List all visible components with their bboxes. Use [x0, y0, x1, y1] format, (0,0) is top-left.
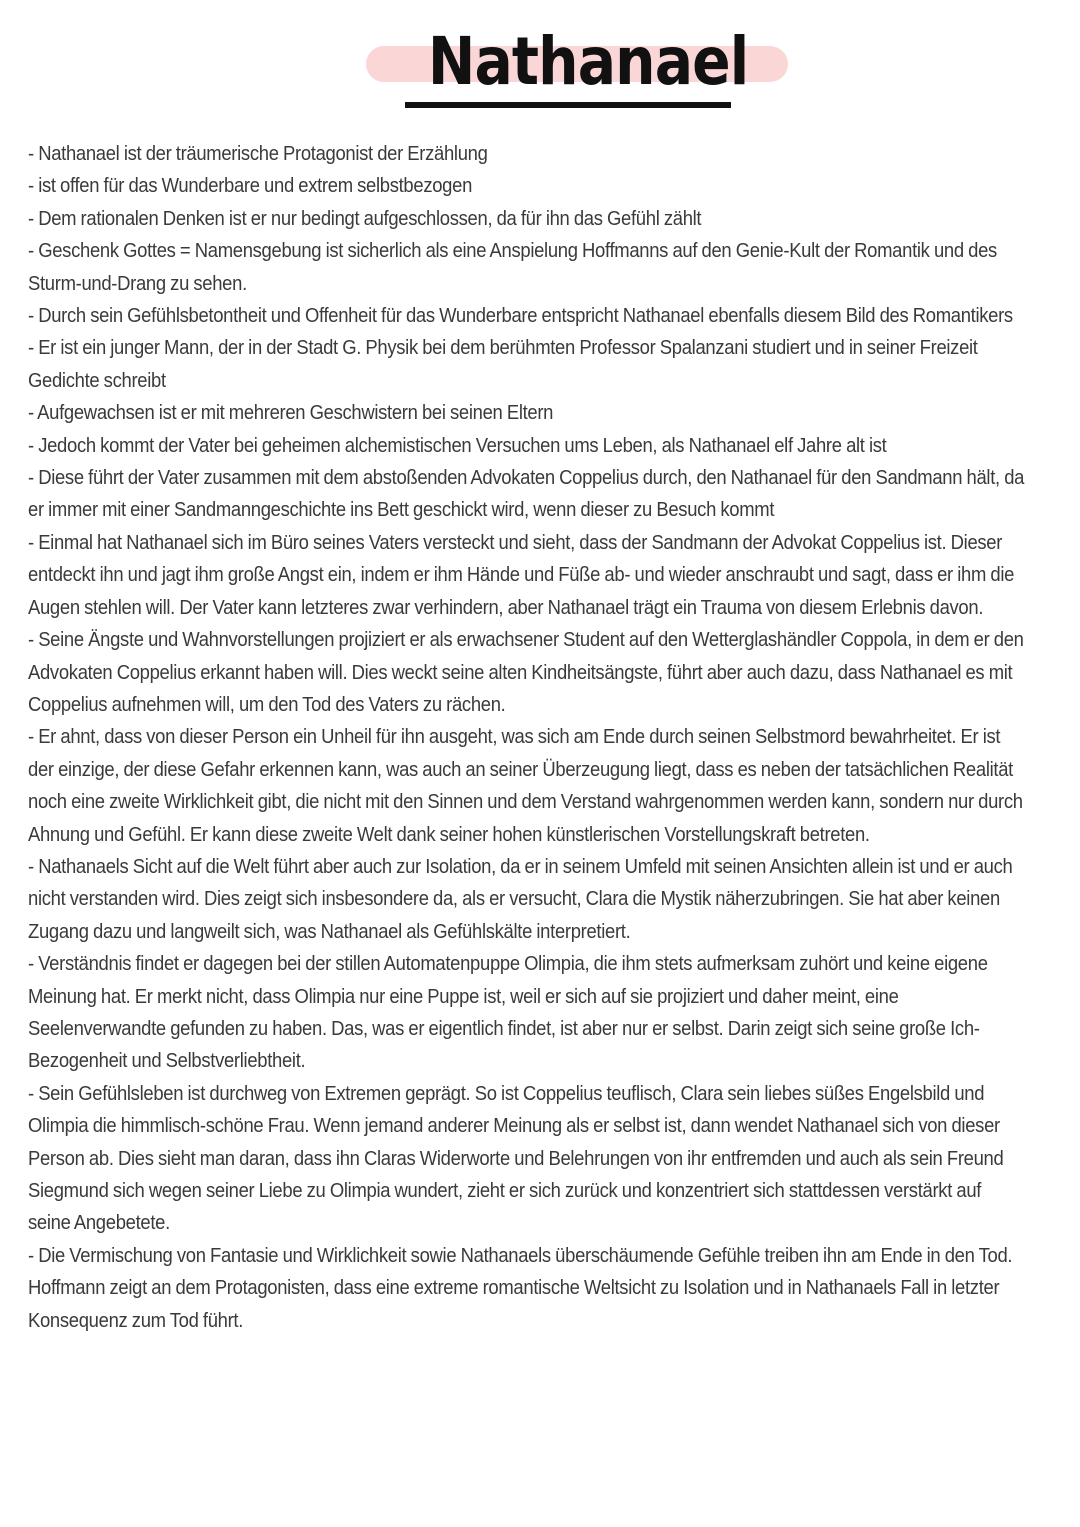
bullet-item: - Durch sein Gefühlsbetontheit und Offenheit für das Wunderbare entspricht Nathanael ebenfalls diesem Bild des Romantikers [28, 304, 1013, 328]
bullet-item: - Er ist ein junger Mann, der in der Stadt G. Physik bei dem berühmten Professor Spalanzani studiert und in seiner Freizeit Gedichte schreibt [28, 336, 978, 392]
bullet-item: - Aufgewachsen ist er mit mehreren Geschwistern bei seinen Eltern [28, 401, 554, 425]
title-block [0, 22, 1080, 112]
bullet-item: - ist offen für das Wunderbare und extrem selbstbezogen [28, 174, 473, 198]
bullet-list [28, 138, 1028, 1337]
bullet-item: - Sein Gefühlsleben ist durchweg von Extremen geprägt. So ist Coppelius teuflisch, Clara sein liebes süßes Engelsbild und Olimpia die himmlisch-schöne Frau. Wenn jemand anderer Meinung als er selbst ist, dann wendet Nathanael sich von dieser Person ab. Dies sieht man daran, dass ihn Claras Widerworte und Belehrungen von ihr entfremden und auch als sein Freund Siegmund sich wegen seiner Liebe zu Olimpia wundert, zieht er sich zurück und konzentriert sich stattdessen verstärkt auf seine Angebetete. [28, 1081, 1004, 1235]
bullet-item: - Er ahnt, dass von dieser Person ein Unheil für ihn ausgeht, was sich am Ende durch seinen Selbstmord bewahrheitet. Er ist der einzige, der diese Gefahr erkennen kann, was auch an seiner Überzeugung liegt, dass es neben der tatsächlichen Realität noch eine zweite Wirklichkeit gibt, die nicht mit den Sinnen und dem Verstand wahrgenommen werden kann, sondern nur durch Ahnung und Gefühl. Er kann diese zweite Welt dank seiner hohen künstlerischen Vorstellungskraft betreten. [28, 725, 1023, 846]
bullet-item: - Diese führt der Vater zusammen mit dem abstoßenden Advokaten Coppelius durch, den Nathanael für den Sandmann hält, da er immer mit einer Sandmanngeschichte ins Bett geschickt wird, wenn dieser zu Besuch kommt [28, 466, 1025, 522]
bullet-item: - Die Vermischung von Fantasie und Wirklichkeit sowie Nathanaels überschäumende Gefühle treiben ihn am Ende in den Tod. Hoffmann zeigt an dem Protagonisten, dass eine extreme romantische Weltsicht zu Isolation und in Nathanaels Fall in letzter Konsequenz zum Tod führt. [28, 1243, 1013, 1332]
bullet-item: - Einmal hat Nathanael sich im Büro seines Vaters versteckt und sieht, dass der Sandmann der Advokat Coppelius ist. Dieser entdeckt ihn und jagt ihm große Angst ein, indem er ihm Hände und Füße ab- und wieder anschraubt und sagt, dass er ihm die Augen stehlen will. Der Vater kann letzteres zwar verhindern, aber Nathanael trägt ein Trauma von diesem Erlebnis davon. [28, 530, 1015, 619]
bullet-item: - Geschenk Gottes = Namensgebung ist sicherlich als eine Anspielung Hoffmanns auf den Genie-Kult der Romantik und des Sturm-und-Drang zu sehen. [28, 239, 997, 295]
bullet-item: - Jedoch kommt der Vater bei geheimen alchemistischen Versuchen ums Leben, als Nathanael elf Jahre alt ist [28, 433, 887, 457]
bullet-item: - Dem rationalen Denken ist er nur bedingt aufgeschlossen, da für ihn das Gefühl zählt [28, 206, 702, 230]
bullet-item: - Verständnis findet er dagegen bei der stillen Automatenpuppe Olimpia, die ihm stets aufmerksam zuhört und keine eigene Meinung hat. Er merkt nicht, dass Olimpia nur eine Puppe ist, weil er sich auf sie projiziert und daher meint, eine Seelenverwandte gefunden zu haben. Das, was er eigentlich findet, ist aber nur er selbst. Darin zeigt sich seine große Ich-Bezogenheit und Selbstverliebtheit. [28, 952, 988, 1073]
bullet-item: - Nathanael ist der träumerische Protagonist der Erzählung [28, 142, 488, 165]
bullet-item: - Nathanaels Sicht auf die Welt führt aber auch zur Isolation, da er in seinem Umfeld mit seinen Ansichten allein ist und er auch nicht verstanden wird. Dies zeigt sich insbesondere da, als er versucht, Clara die Mystik näherzubringen. Sie hat aber keinen Zugang dazu und langweilt sich, was Nathanael als Gefühlskälte interpretiert. [28, 854, 1013, 943]
title-underline [405, 102, 731, 108]
bullet-item: - Seine Ängste und Wahnvorstellungen projiziert er als erwachsener Student auf den Wetterglashändler Coppola, in dem er den Advokaten Coppelius erkannt haben will. Dies weckt seine alten Kindheitsängste, führt aber auch dazu, dass Nathanael es mit Coppelius aufnehmen will, um den Tod des Vaters zu rächen. [28, 628, 1024, 716]
page-title: Nathanael [427, 23, 749, 100]
